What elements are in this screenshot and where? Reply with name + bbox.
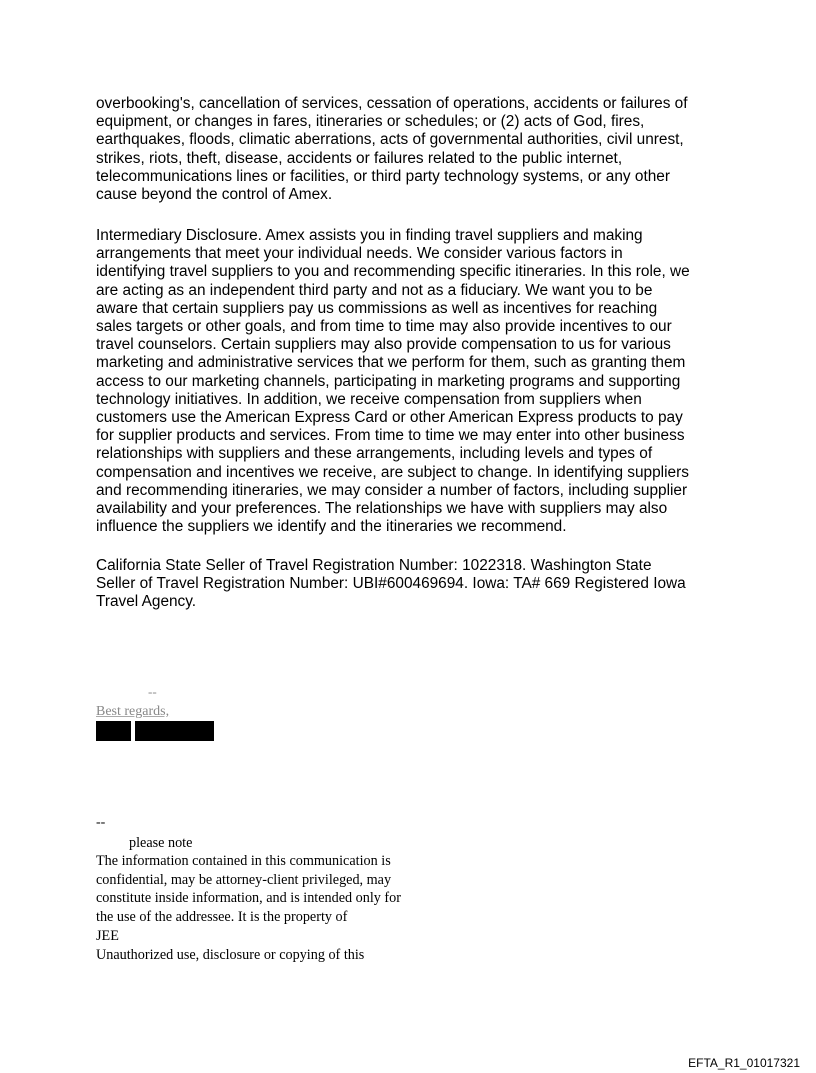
text-line: availability and your preferences. The relationships we have with suppliers may also <box>96 500 668 518</box>
text-line: sales targets or other goals, and from time to time may also provide incentives to our <box>96 318 672 336</box>
text-line: Seller of Travel Registration Number: UBI#600469694. Iowa: TA# 669 Registered Iowa <box>96 575 686 593</box>
text-line: relationships with suppliers and these arrangements, including levels and types of <box>96 445 653 463</box>
text-line: JEE <box>96 927 119 944</box>
text-line: overbooking's, cancellation of services, cessation of operations, accidents or failures of <box>96 95 688 112</box>
text-line: aware that certain suppliers pay us commissions as well as incentives for reaching <box>96 299 658 317</box>
paragraph-intermediary-disclosure <box>96 227 736 536</box>
text-line: Intermediary Disclosure. Amex assists you in finding travel suppliers and making <box>96 227 643 244</box>
text-line: Unauthorized use, disclosure or copying of this <box>96 946 365 963</box>
text-line: cause beyond the control of Amex. <box>96 186 333 204</box>
text-line: and recommending itineraries, we may consider a number of factors, including supplier <box>96 481 688 499</box>
text-line: confidential, may be attorney-client privileged, may <box>96 871 392 888</box>
text-line: compensation and incentives we receive, are subject to change. In identifying suppliers <box>96 463 689 481</box>
text-line: constitute inside information, and is intended only for <box>96 890 401 907</box>
text-line: California State Seller of Travel Registration Number: 1022318. Washington State <box>96 557 652 574</box>
page-identifier: EFTA_R1_01017321 <box>688 1056 800 1070</box>
text-line: identifying travel suppliers to you and recommending specific itineraries. In this role, we <box>96 263 690 281</box>
text-line: strikes, riots, theft, disease, accidents or failures related to the public internet, <box>96 149 623 167</box>
please-note-heading: please note <box>129 835 193 851</box>
text-line: travel counselors. Certain suppliers may also provide compensation to us for various <box>96 336 671 354</box>
text-line: marketing and administrative services that we perform for them, such as granting them <box>96 354 686 372</box>
confidentiality-notice <box>96 852 401 964</box>
redaction-box <box>96 721 131 741</box>
text-line: arrangements that meet your individual needs. We consider various factors in <box>96 245 623 263</box>
signature-closing: Best regards, <box>96 704 170 719</box>
text-line: technology initiatives. In addition, we receive compensation from suppliers when <box>96 390 642 408</box>
text-line: Travel Agency. <box>96 593 197 611</box>
text-line: earthquakes, floods, climatic aberrations, acts of governmental authorities, civil unrest, <box>96 131 684 149</box>
text-line: equipment, or changes in fares, itineraries or schedules; or (2) acts of God, fires, <box>96 113 645 131</box>
text-line: the use of the addressee. It is the property of <box>96 909 348 926</box>
paragraph-registration <box>96 557 736 612</box>
signature-separator: -- <box>148 684 157 699</box>
footer-separator: -- <box>96 815 106 830</box>
redaction-box <box>135 721 214 741</box>
text-line: access to our marketing channels, participating in marketing programs and supporting <box>96 372 681 390</box>
text-line: telecommunications lines or facilities, or third party technology systems, or any other <box>96 167 670 185</box>
text-line: for supplier products and services. From time to time we may enter into other business <box>96 427 685 445</box>
text-line: customers use the American Express Card or other American Express products to pay <box>96 409 683 427</box>
text-line: are acting as an independent third party and not as a fiduciary. We want you to be <box>96 281 653 299</box>
paragraph-liability <box>96 95 736 204</box>
text-line: influence the suppliers we identify and the itineraries we recommend. <box>96 518 567 536</box>
text-line: The information contained in this communication is <box>96 853 391 869</box>
